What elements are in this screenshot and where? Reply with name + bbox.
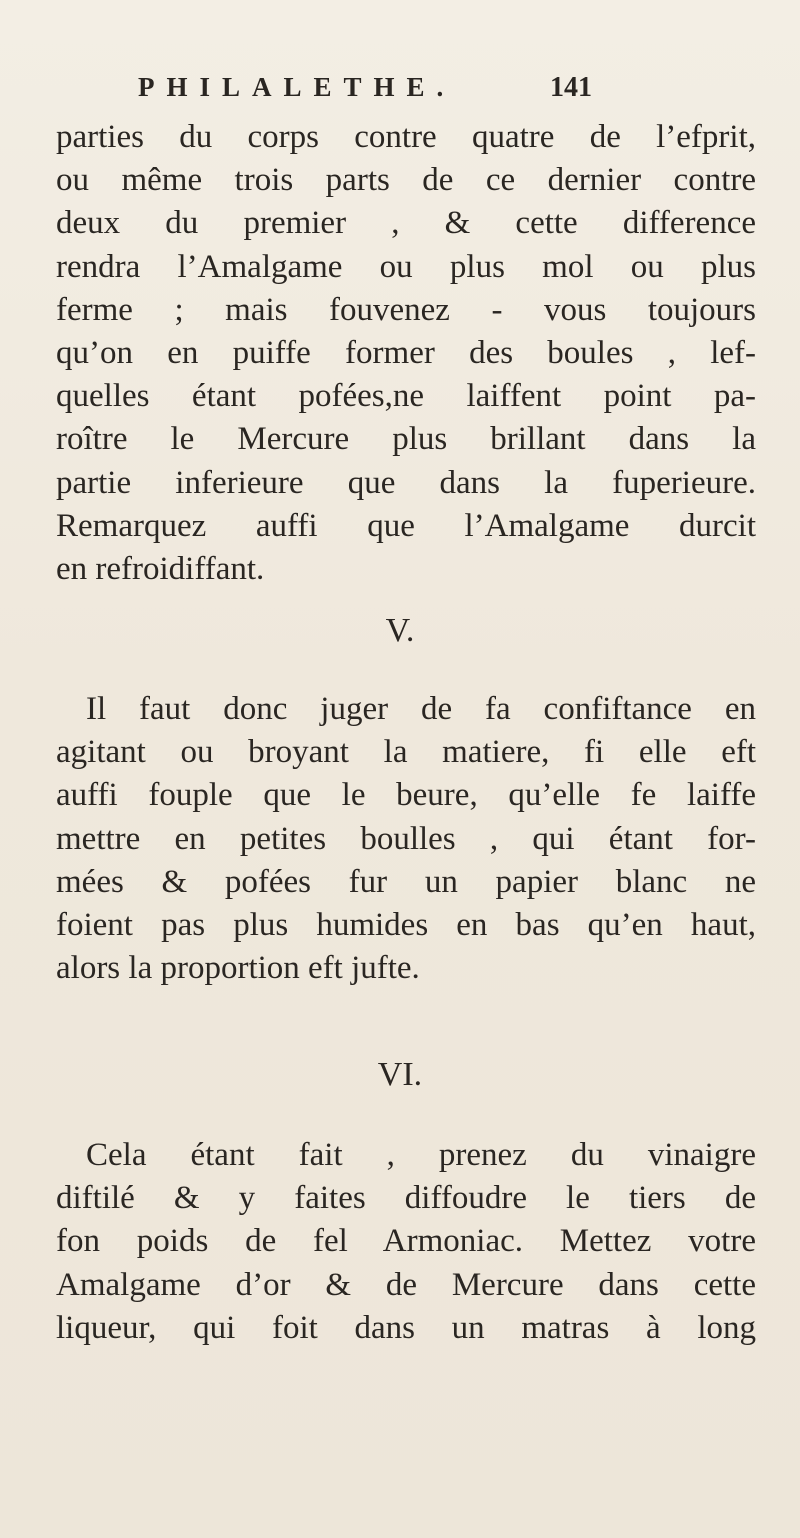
section-number-v: V. — [385, 612, 415, 649]
text-line: quelles étant pofées,ne laiffent point pa- — [56, 378, 756, 415]
text-line: diftilé & y faites diffoudre le tiers de — [56, 1180, 756, 1217]
running-head — [138, 72, 658, 112]
text-line: parties du corps contre quatre de l’efprit, — [56, 119, 756, 155]
text-line: mettre en petites boulles , qui étant for- — [56, 820, 756, 857]
section-number-vi: VI. — [377, 1056, 423, 1093]
text-line: qu’on en puiffe former des boules , lef- — [56, 334, 756, 371]
text-line: roître le Mercure plus brillant dans la — [56, 421, 756, 458]
text-line: agitant ou broyant la matiere, fi elle eft — [56, 734, 756, 771]
text-line: partie inferieure que dans la fuperieure. — [56, 464, 756, 501]
text-line: Cela étant fait , prenez du vinaigre — [86, 1137, 756, 1173]
text-line: deux du premier , & cette difference — [56, 205, 756, 242]
text-line: alors la proportion eft jufte. — [56, 950, 420, 987]
text-line: en refroidiffant. — [56, 550, 265, 587]
paragraph-1 — [56, 116, 756, 591]
text-line: ferme ; mais fouvenez - vous toujours — [56, 291, 756, 328]
text-line: auffi fouple que le beure, qu’elle fe laiffe — [56, 777, 756, 814]
paragraph-section-vi — [56, 1134, 756, 1350]
page-number: 141 — [550, 72, 592, 103]
paragraph-section-v — [56, 688, 756, 990]
text-line: Remarquez auffi que l’Amalgame durcit — [56, 507, 756, 544]
text-line: fon poids de fel Armoniac. Mettez votre — [56, 1223, 756, 1260]
text-line: Amalgame d’or & de Mercure dans cette — [56, 1266, 756, 1303]
running-head-title: PHILALETHE. — [138, 72, 456, 102]
text-line: rendra l’Amalgame ou plus mol ou plus — [56, 248, 756, 285]
text-line: Il faut donc juger de fa confiftance en — [86, 691, 756, 727]
text-line: mées & pofées fur un papier blanc ne — [56, 863, 756, 900]
text-line: liqueur, qui foit dans un matras à long — [56, 1309, 756, 1346]
text-line: foient pas plus humides en bas qu’en haut, — [56, 906, 756, 943]
text-line: ou même trois parts de ce dernier contre — [56, 162, 756, 199]
